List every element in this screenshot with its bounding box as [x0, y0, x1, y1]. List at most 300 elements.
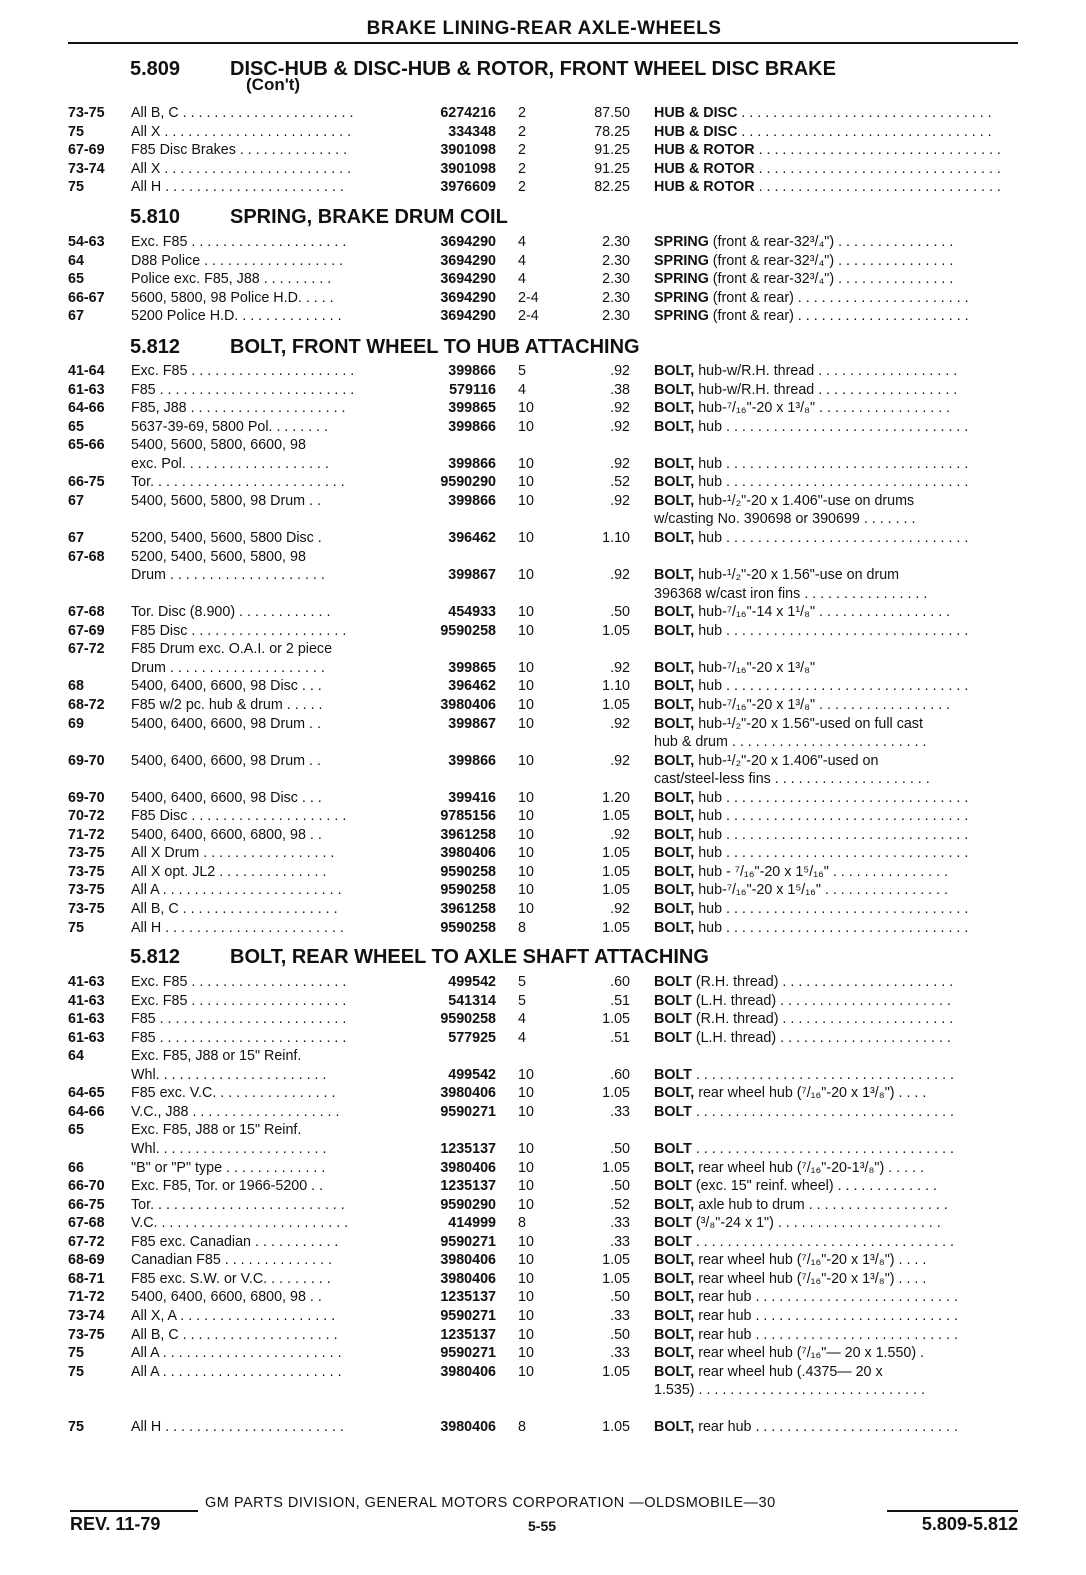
quantity: 10 [518, 492, 534, 509]
application: V.C., J88 . . . . . . . . . . . . . . . . . . . [131, 1103, 340, 1120]
footer-division: GM PARTS DIVISION, GENERAL MOTORS CORPORATION —OLDSMOBILE—30 [205, 1495, 776, 1511]
footer-rule-left [70, 1510, 198, 1512]
part-number: 399866 [448, 363, 496, 379]
part-name: BOLT, [654, 1252, 695, 1269]
quantity: 10 [518, 826, 534, 843]
part-number: 1235137 [440, 1178, 496, 1194]
model-years: 75 [68, 179, 84, 196]
part-number: 3980406 [440, 1252, 496, 1269]
application: 5400, 6400, 6600, 98 Disc . . . [131, 678, 322, 695]
part-detail: . . . . . . . . . . . . . . . . . . . . . . . . . . . . . . . [754, 160, 1001, 177]
application: All X, A . . . . . . . . . . . . . . . . . . . . [131, 1307, 336, 1324]
part-description [654, 473, 1018, 491]
quantity: 10 [518, 1345, 534, 1361]
part-number: 1235137 [440, 1326, 496, 1343]
part-name: BOLT, [654, 1159, 695, 1176]
part-name: BOLT [654, 1066, 692, 1083]
quantity: 4 [518, 252, 526, 269]
application: Drum . . . . . . . . . . . . . . . . . . . . [131, 659, 325, 676]
part-number: 3961258 [440, 901, 496, 917]
part-detail: (exc. 15" reinf. wheel) . . . . . . . . . . . . . [691, 1178, 937, 1194]
part-description [654, 622, 1018, 640]
model-years: 73-75 [68, 901, 105, 917]
parts-row [0, 252, 1086, 270]
part-detail: hub - ⁷/₁₆"-20 x 1⁵/₁₆" . . . . . . . . . . . . . . . [694, 863, 949, 880]
price: .33 [610, 1233, 630, 1250]
part-number: 399865 [448, 659, 496, 676]
parts-row [0, 1288, 1086, 1306]
model-years: 61-63 [68, 381, 105, 398]
part-name: SPRING [654, 234, 709, 250]
model-years: 69-70 [68, 752, 105, 769]
part-name: BOLT, [654, 659, 695, 676]
model-years: 73-75 [68, 863, 105, 880]
parts-row [0, 640, 1086, 658]
section-number: 5.812 [130, 946, 181, 968]
part-detail: hub-w/R.H. thread . . . . . . . . . . . . . . . . . . [694, 381, 958, 398]
model-years: 68-72 [68, 696, 105, 713]
part-detail: hub-¹/₂"-20 x 1.406"-use on drums [694, 492, 915, 509]
part-name: BOLT, [654, 1270, 695, 1287]
parts-row [0, 141, 1086, 159]
part-description [654, 1084, 1018, 1102]
price: 1.05 [602, 1085, 630, 1102]
price: .92 [610, 455, 630, 472]
parts-row [0, 1418, 1086, 1436]
price: 2.30 [602, 308, 630, 325]
part-description [654, 455, 1018, 473]
part-description [654, 863, 1018, 881]
model-years: 67-68 [68, 1215, 105, 1232]
quantity: 2 [518, 123, 526, 140]
part-number: 3976609 [440, 179, 496, 196]
price: 2.30 [602, 252, 630, 269]
quantity: 5 [518, 974, 526, 990]
part-name: BOLT, [654, 808, 695, 825]
section-number: 5.809 [130, 58, 181, 80]
part-detail: hub . . . . . . . . . . . . . . . . . . . . . . . . . . . . . . . [694, 789, 969, 806]
part-description [654, 1029, 1018, 1047]
part-detail: hub . . . . . . . . . . . . . . . . . . . . . . . . . . . . . . . [694, 919, 969, 936]
parts-row [0, 1363, 1086, 1381]
part-name: HUB & DISC [654, 123, 738, 140]
part-name: BOLT, [654, 696, 695, 713]
application: 5400, 6400, 6600, 98 Disc . . . [131, 789, 322, 806]
part-description [654, 1233, 1018, 1251]
part-description [654, 123, 1018, 141]
parts-row [0, 826, 1086, 844]
quantity: 4 [518, 1029, 526, 1046]
quantity: 8 [518, 1418, 526, 1435]
section-title: SPRING, BRAKE DRUM COIL [230, 206, 508, 228]
application: Police exc. F85, J88 . . . . . . . . . [131, 271, 332, 288]
parts-row [0, 789, 1086, 807]
part-number: 414999 [448, 1215, 496, 1232]
parts-row [0, 399, 1086, 417]
model-years: 64 [68, 252, 84, 269]
price: .92 [610, 567, 630, 583]
part-description [654, 881, 1018, 899]
part-name: BOLT [654, 1215, 692, 1232]
part-detail: hub-⁷/₁₆"-20 x 1³/₈" [694, 659, 816, 676]
parts-row [0, 585, 1086, 603]
price: .92 [610, 659, 630, 676]
price: .92 [610, 826, 630, 843]
part-detail: rear wheel hub (⁷/₁₆"-20-1³/₈") . . . . . [694, 1159, 924, 1176]
model-years: 67-68 [68, 548, 105, 565]
price: 82.25 [594, 179, 630, 196]
model-years: 61-63 [68, 1011, 105, 1028]
part-detail: hub . . . . . . . . . . . . . . . . . . . . . . . . . . . . . . . [694, 622, 969, 639]
part-detail: 396368 w/cast iron fins . . . . . . . . . . . . . . . . [654, 585, 928, 602]
model-years: 65 [68, 271, 84, 288]
part-detail: . . . . . . . . . . . . . . . . . . . . . . . . . . . . . . . [754, 142, 1001, 159]
part-detail: rear hub . . . . . . . . . . . . . . . . . . . . . . . . . . [694, 1307, 959, 1324]
application: All X . . . . . . . . . . . . . . . . . . . . . . . . [131, 160, 352, 177]
part-detail: 1.535) . . . . . . . . . . . . . . . . . . . . . . . . . . . . . [654, 1382, 925, 1399]
quantity: 10 [518, 1326, 534, 1343]
part-name: BOLT [654, 992, 692, 1009]
model-years: 67-72 [68, 1233, 105, 1250]
part-detail: rear wheel hub (⁷/₁₆"— 20 x 1.550) . [694, 1345, 925, 1361]
model-years: 67 [68, 530, 84, 546]
part-name: BOLT, [654, 919, 695, 936]
parts-row [0, 436, 1086, 454]
parts-row [0, 1121, 1086, 1139]
application: F85 Disc Brakes . . . . . . . . . . . . . . [131, 142, 348, 159]
part-name: BOLT, [654, 474, 695, 491]
parts-row [0, 510, 1086, 528]
application: 5400, 6400, 6600, 6800, 98 . . [131, 826, 322, 843]
part-description [654, 492, 1018, 510]
part-description [654, 1251, 1018, 1269]
part-name: BOLT, [654, 845, 695, 862]
part-detail: hub . . . . . . . . . . . . . . . . . . . . . . . . . . . . . . . [694, 826, 969, 843]
parts-row [0, 733, 1086, 751]
part-detail: hub-¹/₂"-20 x 1.406"-used on [694, 752, 879, 769]
price: 78.25 [594, 123, 630, 140]
model-years: 73-75 [68, 882, 105, 899]
application: D88 Police . . . . . . . . . . . . . . . . . . [131, 252, 344, 269]
model-years: 73-75 [68, 845, 105, 862]
price: .92 [610, 363, 630, 379]
application: Drum . . . . . . . . . . . . . . . . . . . . [131, 567, 325, 583]
parts-row [0, 807, 1086, 825]
application: "B" or "P" type . . . . . . . . . . . . . [131, 1159, 326, 1176]
part-description [654, 566, 1018, 584]
part-description [654, 362, 1018, 380]
model-years: 67 [68, 308, 84, 325]
part-number: 3980406 [440, 1363, 496, 1380]
quantity: 4 [518, 1011, 526, 1028]
part-name: HUB & ROTOR [654, 160, 755, 177]
application: All B, C . . . . . . . . . . . . . . . . . . . . . . [131, 105, 354, 121]
parts-row [0, 973, 1086, 991]
application: Tor. Disc (8.900) . . . . . . . . . . . . [131, 604, 331, 621]
parts-row [0, 863, 1086, 881]
part-detail: . . . . . . . . . . . . . . . . . . . . . . . . . . . . . . . . . [691, 1233, 955, 1250]
quantity: 4 [518, 271, 526, 288]
quantity: 2 [518, 105, 526, 121]
quantity: 10 [518, 789, 534, 806]
part-name: HUB & ROTOR [654, 179, 755, 196]
part-number: 579116 [449, 381, 496, 398]
parts-row [0, 1270, 1086, 1288]
price: .92 [610, 715, 630, 732]
quantity: 10 [518, 567, 534, 583]
quantity: 8 [518, 1215, 526, 1232]
part-name: BOLT, [654, 826, 695, 843]
application: F85 w/2 pc. hub & drum . . . . . [131, 696, 323, 713]
parts-row [0, 770, 1086, 788]
application: Tor. . . . . . . . . . . . . . . . . . . . . . . . . [131, 474, 345, 491]
part-number: 499542 [448, 974, 496, 990]
application: Canadian F85 . . . . . . . . . . . . . . [131, 1252, 333, 1269]
part-number: 9785156 [440, 808, 496, 825]
quantity: 10 [518, 622, 534, 639]
model-years: 73-75 [68, 105, 105, 121]
section-title: BOLT, FRONT WHEEL TO HUB ATTACHING [230, 336, 640, 358]
model-years: 67-69 [68, 622, 105, 639]
model-years: 65 [68, 418, 84, 435]
parts-row [0, 1196, 1086, 1214]
part-number: 3694290 [440, 252, 496, 269]
part-number: 499542 [448, 1066, 496, 1083]
application: F85 exc. V.C. . . . . . . . . . . . . . . . [131, 1085, 336, 1102]
part-detail: (L.H. thread) . . . . . . . . . . . . . . . . . . . . . . [691, 992, 951, 1009]
quantity: 10 [518, 696, 534, 713]
price: .33 [610, 1215, 630, 1232]
parts-row [0, 1010, 1086, 1028]
part-detail: hub-¹/₂"-20 x 1.56"-used on full cast [694, 715, 923, 732]
section-subtitle: (Con't) [246, 75, 301, 94]
parts-row [0, 233, 1086, 251]
parts-row [0, 622, 1086, 640]
part-name: BOLT, [654, 1307, 695, 1324]
part-number: 3980406 [440, 1270, 496, 1287]
part-description [654, 1326, 1018, 1344]
part-description [654, 1196, 1018, 1214]
model-years: 67-72 [68, 641, 105, 658]
parts-row [0, 844, 1086, 862]
parts-row [0, 455, 1086, 473]
parts-row [0, 1047, 1086, 1065]
parts-row [0, 178, 1086, 196]
part-detail: (R.H. thread) . . . . . . . . . . . . . . . . . . . . . . [691, 1011, 954, 1028]
part-detail: axle hub to drum . . . . . . . . . . . . . . . . . . [694, 1196, 948, 1213]
part-description [654, 919, 1018, 937]
parts-row [0, 418, 1086, 436]
quantity: 10 [518, 455, 534, 472]
quantity: 10 [518, 678, 534, 695]
part-number: 1235137 [440, 1141, 496, 1157]
quantity: 10 [518, 1085, 534, 1102]
part-number: 9590271 [440, 1103, 496, 1120]
part-detail: (front & rear-32³/₄") . . . . . . . . . . . . . . . [708, 271, 954, 288]
price: .50 [610, 1178, 630, 1194]
parts-row [0, 307, 1086, 325]
part-description [654, 1307, 1018, 1325]
part-description [654, 900, 1018, 918]
quantity: 10 [518, 400, 534, 417]
quantity: 10 [518, 863, 534, 880]
part-number: 3901098 [440, 142, 496, 159]
parts-row [0, 270, 1086, 288]
part-number: 1235137 [440, 1289, 496, 1306]
part-description [654, 1140, 1018, 1158]
application: F85 . . . . . . . . . . . . . . . . . . . . . . . . [131, 1029, 347, 1046]
part-description [654, 307, 1018, 325]
part-description [654, 252, 1018, 270]
parts-row [0, 104, 1086, 122]
model-years: 64-66 [68, 400, 105, 417]
part-number: 9590258 [440, 1011, 496, 1028]
part-description [654, 1363, 1018, 1381]
application: Exc. F85 . . . . . . . . . . . . . . . . . . . . . [131, 363, 355, 379]
part-description [654, 1288, 1018, 1306]
model-years: 41-64 [68, 363, 105, 379]
part-number: 9590271 [440, 1233, 496, 1250]
application: exc. Pol. . . . . . . . . . . . . . . . . . . [131, 455, 329, 472]
part-description [654, 178, 1018, 196]
price: 2.30 [602, 234, 630, 250]
part-number: 3694290 [440, 234, 496, 250]
price: .51 [610, 992, 630, 1009]
part-description [654, 733, 1018, 751]
application: Whl. . . . . . . . . . . . . . . . . . . . . . [131, 1141, 327, 1157]
part-name: BOLT, [654, 1363, 695, 1380]
part-name: BOLT [654, 1141, 692, 1157]
part-detail: hub . . . . . . . . . . . . . . . . . . . . . . . . . . . . . . . [694, 845, 969, 862]
part-number: 3961258 [440, 826, 496, 843]
price: 1.05 [602, 1418, 630, 1435]
quantity: 10 [518, 882, 534, 899]
part-description [654, 1418, 1018, 1436]
part-detail: (³/₈"-24 x 1") . . . . . . . . . . . . . . . . . . . . . [691, 1215, 941, 1232]
part-number: 6274216 [440, 105, 496, 121]
part-number: 9590290 [440, 1196, 496, 1213]
application: F85 Disc . . . . . . . . . . . . . . . . . . . . [131, 622, 347, 639]
price: 1.05 [602, 696, 630, 713]
application: All H . . . . . . . . . . . . . . . . . . . . . . . [131, 1418, 344, 1435]
part-name: BOLT, [654, 901, 695, 917]
quantity: 10 [518, 1270, 534, 1287]
quantity: 10 [518, 1159, 534, 1176]
part-number: 9590258 [440, 919, 496, 936]
parts-row [0, 1344, 1086, 1362]
parts-row [0, 1103, 1086, 1121]
part-name: BOLT, [654, 678, 695, 695]
parts-row [0, 492, 1086, 510]
part-detail: rear wheel hub (⁷/₁₆"-20 x 1³/₈") . . . . [694, 1252, 927, 1269]
part-description [654, 1066, 1018, 1084]
application: F85 Drum exc. O.A.I. or 2 piece [131, 641, 333, 658]
quantity: 10 [518, 659, 534, 676]
parts-row [0, 160, 1086, 178]
quantity: 10 [518, 715, 534, 732]
price: .92 [610, 752, 630, 769]
part-name: BOLT, [654, 1289, 695, 1306]
application: 5400, 6400, 6600, 6800, 98 . . [131, 1289, 322, 1306]
price: 1.05 [602, 622, 630, 639]
model-years: 73-75 [68, 1326, 105, 1343]
part-number: 541314 [448, 992, 496, 1009]
parts-row [0, 548, 1086, 566]
parts-row [0, 1381, 1086, 1399]
part-detail: hub-⁷/₁₆"-20 x 1³/₈" . . . . . . . . . . . . . . . . . [694, 400, 951, 417]
part-description [654, 677, 1018, 695]
part-description [654, 844, 1018, 862]
part-name: BOLT [654, 1233, 692, 1250]
part-description [654, 826, 1018, 844]
price: 1.05 [602, 1011, 630, 1028]
model-years: 64-66 [68, 1103, 105, 1120]
part-number: 3694290 [440, 271, 496, 288]
application: Whl. . . . . . . . . . . . . . . . . . . . . . [131, 1066, 327, 1083]
part-description [654, 510, 1018, 528]
parts-row [0, 1159, 1086, 1177]
model-years: 65-66 [68, 437, 105, 454]
part-number: 3694290 [440, 308, 496, 325]
quantity: 2 [518, 160, 526, 177]
parts-row [0, 881, 1086, 899]
part-number: 3901098 [440, 160, 496, 177]
part-number: 9590271 [440, 1307, 496, 1324]
part-description [654, 1344, 1018, 1362]
model-years: 75 [68, 919, 84, 936]
application: F85 . . . . . . . . . . . . . . . . . . . . . . . . [131, 1011, 347, 1028]
price: 2.30 [602, 289, 630, 306]
part-detail: rear wheel hub (⁷/₁₆"-20 x 1³/₈") . . . . [694, 1270, 927, 1287]
part-number: 399867 [448, 715, 496, 732]
parts-row [0, 659, 1086, 677]
price: 91.25 [594, 160, 630, 177]
price: 1.05 [602, 919, 630, 936]
part-number: 399866 [448, 455, 496, 472]
part-number: 577925 [448, 1029, 496, 1046]
quantity: 10 [518, 418, 534, 435]
quantity: 2-4 [518, 308, 539, 325]
part-name: BOLT, [654, 381, 695, 398]
application: All A . . . . . . . . . . . . . . . . . . . . . . . [131, 882, 342, 899]
part-name: BOLT, [654, 400, 695, 417]
application: All B, C . . . . . . . . . . . . . . . . . . . . [131, 901, 338, 917]
part-description [654, 696, 1018, 714]
price: 1.05 [602, 1363, 630, 1380]
model-years: 41-63 [68, 974, 105, 990]
price: .52 [610, 474, 630, 491]
quantity: 10 [518, 1289, 534, 1306]
quantity: 4 [518, 234, 526, 250]
application: Tor. . . . . . . . . . . . . . . . . . . . . . . . . [131, 1196, 345, 1213]
footer-revision: REV. 11-79 [70, 1514, 161, 1534]
part-detail: hub-⁷/₁₆"-20 x 1⁵/₁₆" . . . . . . . . . . . . . . . . [694, 882, 949, 899]
part-description [654, 752, 1018, 770]
part-description [654, 770, 1018, 788]
part-detail: rear wheel hub (.4375— 20 x [694, 1363, 883, 1380]
part-detail: rear hub . . . . . . . . . . . . . . . . . . . . . . . . . . [694, 1289, 959, 1306]
part-detail: cast/steel-less fins . . . . . . . . . . . . . . . . . . . . [654, 771, 930, 788]
part-name: SPRING [654, 308, 709, 325]
quantity: 5 [518, 992, 526, 1009]
quantity: 10 [518, 808, 534, 825]
section-heading [0, 336, 1086, 358]
application: Exc. F85, Tor. or 1966-5200 . . [131, 1178, 324, 1194]
parts-row [0, 677, 1086, 695]
part-name: BOLT, [654, 1196, 695, 1213]
model-years: 71-72 [68, 1289, 105, 1306]
price: 1.05 [602, 882, 630, 899]
